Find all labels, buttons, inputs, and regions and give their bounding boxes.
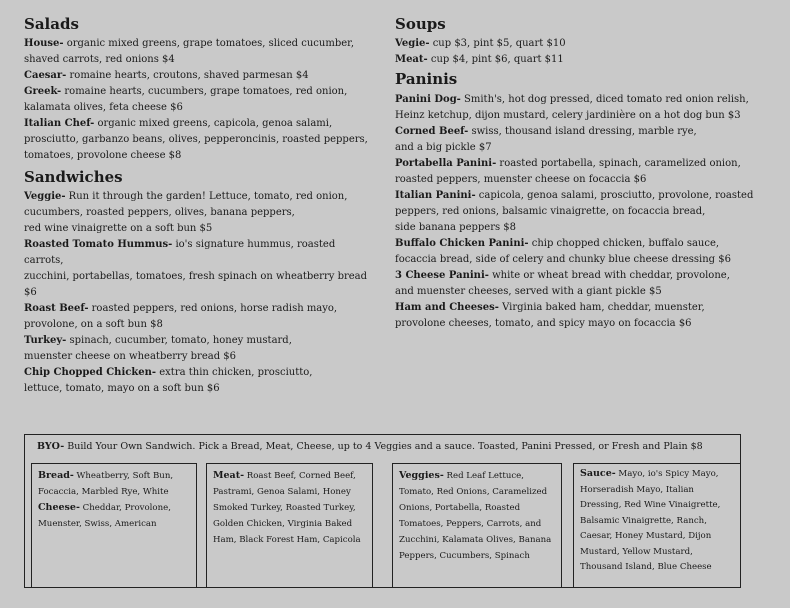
- item-desc: cup $4, pint $6, quart $11: [427, 54, 564, 65]
- byo-meat-box: [206, 463, 373, 588]
- item-desc: roasted portabella, spinach, caramelized onion,: [496, 158, 741, 169]
- item-desc: cucumbers, roasted peppers, olives, banana peppers,: [24, 207, 295, 218]
- bread-options: Wheatberry, Soft Bun,: [73, 471, 174, 481]
- item-name: Roast Beef-: [24, 303, 89, 314]
- item-desc: prosciutto, garbanzo beans, olives, pepperoncinis, roasted peppers,: [24, 134, 368, 145]
- item-desc: romaine hearts, croutons, shaved parmesan $4: [66, 70, 309, 81]
- cheese-options: Cheddar, Provolone,: [79, 503, 171, 513]
- meat-options: Roast Beef, Corned Beef,: [244, 471, 356, 481]
- veggie-options: Peppers, Cucumbers, Spinach: [399, 551, 530, 561]
- item-desc: swiss, thousand island dressing, marble rye,: [468, 126, 697, 137]
- item-name: Ham and Cheeses-: [395, 302, 499, 313]
- item-desc: Smith's, hot dog pressed, diced tomato red onion relish,: [460, 94, 749, 105]
- cheese-label: Cheese-: [38, 502, 80, 513]
- item-desc: muenster cheese on wheatberry bread $6: [24, 351, 237, 362]
- sauce-options: Balsamic Vinaigrette, Ranch,: [580, 515, 707, 526]
- menu-item-corned-beef: [395, 124, 775, 156]
- veggie-options: Tomato, Red Onions, Caramelized: [399, 487, 548, 497]
- byo-header: [37, 440, 703, 453]
- sauce-options: Mustard, Yellow Mustard,: [580, 546, 693, 557]
- menu-item-roast-beef: [24, 301, 374, 333]
- meat-options: Ham, Black Forest Ham, Capicola: [213, 535, 361, 545]
- right-column: [395, 14, 775, 332]
- item-name: Turkey-: [24, 335, 67, 346]
- veggie-options: Zucchini, Kalamata Olives, Banana: [399, 535, 552, 545]
- salads-heading: Salads: [24, 15, 79, 33]
- menu-item-italian-chef-salad: [24, 116, 374, 164]
- sauce-options: Thousand Island, Blue Cheese: [580, 562, 712, 572]
- item-name: Caesar-: [24, 70, 67, 81]
- item-name: 3 Cheese Panini-: [395, 270, 489, 281]
- menu-item-panini-dog: [395, 92, 775, 124]
- item-desc: io's signature hummus, roasted carrots,: [24, 239, 336, 266]
- menu-item-3-cheese-panini: [395, 268, 775, 300]
- item-desc: peppers, red onions, balsamic vinaigrette, on focaccia bread,: [395, 206, 706, 217]
- item-desc: and a big pickle $7: [395, 142, 492, 153]
- item-desc: red wine vinaigrette on a soft bun $5: [24, 223, 213, 234]
- veggie-options: Red Leaf Lettuce,: [443, 471, 524, 481]
- item-name: Buffalo Chicken Panini-: [395, 238, 529, 249]
- item-desc: provolone, on a soft bun $8: [24, 319, 163, 330]
- item-name: Panini Dog-: [395, 94, 461, 105]
- sandwiches-heading: Sandwiches: [24, 168, 123, 186]
- meat-options: Golden Chicken, Virginia Baked: [213, 519, 353, 529]
- item-desc: tomatoes, provolone cheese $8: [24, 150, 182, 161]
- item-desc: lettuce, tomato, mayo on a soft bun $6: [24, 383, 220, 394]
- menu-item-greek-salad: [24, 84, 374, 116]
- sauce-options: Caesar, Honey Mustard, Dijon: [580, 531, 712, 541]
- menu-item-portabella-panini: [395, 156, 775, 188]
- item-name: Meat-: [395, 54, 428, 65]
- item-name: Roasted Tomato Hummus-: [24, 239, 173, 250]
- sauce-options: Mayo, io's Spicy Mayo,: [615, 469, 719, 479]
- menu-item-roasted-tomato-hummus: [24, 237, 374, 301]
- byo-name: BYO-: [37, 441, 65, 452]
- item-desc: chip chopped chicken, buffalo sauce,: [528, 238, 720, 249]
- item-desc: Run it through the garden! Lettuce, tomato, red onion,: [65, 191, 348, 202]
- item-name: Greek-: [24, 86, 62, 97]
- item-name: Chip Chopped Chicken-: [24, 367, 157, 378]
- menu-item-meat-soup: [395, 52, 775, 68]
- item-desc: Virginia baked ham, cheddar, muenster,: [498, 302, 705, 313]
- item-desc: roasted peppers, red onions, horse radish mayo,: [88, 303, 338, 314]
- item-desc: roasted peppers, muenster cheese on focaccia $6: [395, 174, 647, 185]
- item-name: Italian Panini-: [395, 190, 476, 201]
- soups-heading: Soups: [395, 15, 446, 33]
- sauce-options: Dressing, Red Wine Vinaigrette,: [580, 500, 721, 510]
- menu-item-caesar-salad: [24, 68, 374, 84]
- veggie-options: Onions, Portabella, Roasted: [399, 503, 521, 513]
- item-desc: romaine hearts, cucumbers, grape tomatoes, red onion,: [61, 86, 348, 97]
- item-name: Veggie-: [24, 191, 66, 202]
- item-desc: shaved carrots, red onions $4: [24, 54, 175, 65]
- item-desc: provolone cheeses, tomato, and spicy mayo on focaccia $6: [395, 318, 692, 329]
- meat-options: Smoked Turkey, Roasted Turkey,: [213, 503, 356, 513]
- veggie-options: Tomatoes, Peppers, Carrots, and: [399, 519, 542, 529]
- menu-item-ham-and-cheeses: [395, 300, 775, 332]
- item-desc: focaccia bread, side of celery and chunky blue cheese dressing $6: [395, 254, 731, 265]
- item-desc: kalamata olives, feta cheese $6: [24, 102, 183, 113]
- item-desc: Heinz ketchup, dijon mustard, celery jardinière on a hot dog bun $3: [395, 110, 741, 121]
- veggies-label: Veggies-: [399, 470, 444, 481]
- menu-item-house-salad: [24, 36, 374, 68]
- byo-sauce-box: [573, 463, 741, 588]
- sauce-options: Horseradish Mayo, Italian: [580, 484, 694, 495]
- menu-item-veggie-sandwich: [24, 189, 374, 237]
- meat-label: Meat-: [213, 470, 245, 481]
- item-name: House-: [24, 38, 64, 49]
- paninis-heading: Paninis: [395, 70, 458, 88]
- bread-label: Bread-: [38, 470, 74, 481]
- byo-desc: Build Your Own Sandwich. Pick a Bread, Meat, Cheese, up to 4 Veggies and a sauce. Toasted, Panini Pressed, or Fresh and Plain $8: [64, 441, 703, 452]
- left-column: [24, 14, 374, 397]
- item-desc: white or wheat bread with cheddar, provolone,: [488, 270, 730, 281]
- item-desc: organic mixed greens, grape tomatoes, sliced cucumber,: [63, 38, 354, 49]
- item-desc: zucchini, portabellas, tomatoes, fresh spinach on wheatberry bread $6: [24, 271, 368, 298]
- item-name: Portabella Panini-: [395, 158, 497, 169]
- item-desc: capicola, genoa salami, prosciutto, provolone, roasted: [475, 190, 754, 201]
- item-desc: and muenster cheeses, served with a giant pickle $5: [395, 286, 662, 297]
- byo-veggies-box: [392, 463, 562, 588]
- item-desc: spinach, cucumber, tomato, honey mustard,: [66, 335, 292, 346]
- menu-item-buffalo-chicken-panini: [395, 236, 775, 268]
- cheese-options: Muenster, Swiss, American: [38, 519, 157, 529]
- meat-options: Pastrami, Genoa Salami, Honey: [213, 487, 351, 497]
- item-desc: cup $3, pint $5, quart $10: [429, 38, 566, 49]
- bread-options: Focaccia, Marbled Rye, White: [38, 487, 169, 497]
- item-name: Vegie-: [395, 38, 430, 49]
- sauce-label: Sauce-: [580, 468, 616, 479]
- item-name: Corned Beef-: [395, 126, 469, 137]
- item-desc: organic mixed greens, capicola, genoa salami,: [94, 118, 333, 129]
- item-desc: side banana peppers $8: [395, 222, 517, 233]
- menu-item-chip-chopped-chicken: [24, 365, 374, 397]
- menu-item-italian-panini: [395, 188, 775, 236]
- item-desc: extra thin chicken, prosciutto,: [156, 367, 313, 378]
- menu-item-vegie-soup: [395, 36, 775, 52]
- byo-bread-cheese-box: [31, 463, 197, 588]
- item-name: Italian Chef-: [24, 118, 95, 129]
- byo-section: [24, 434, 741, 588]
- menu-item-turkey: [24, 333, 374, 365]
